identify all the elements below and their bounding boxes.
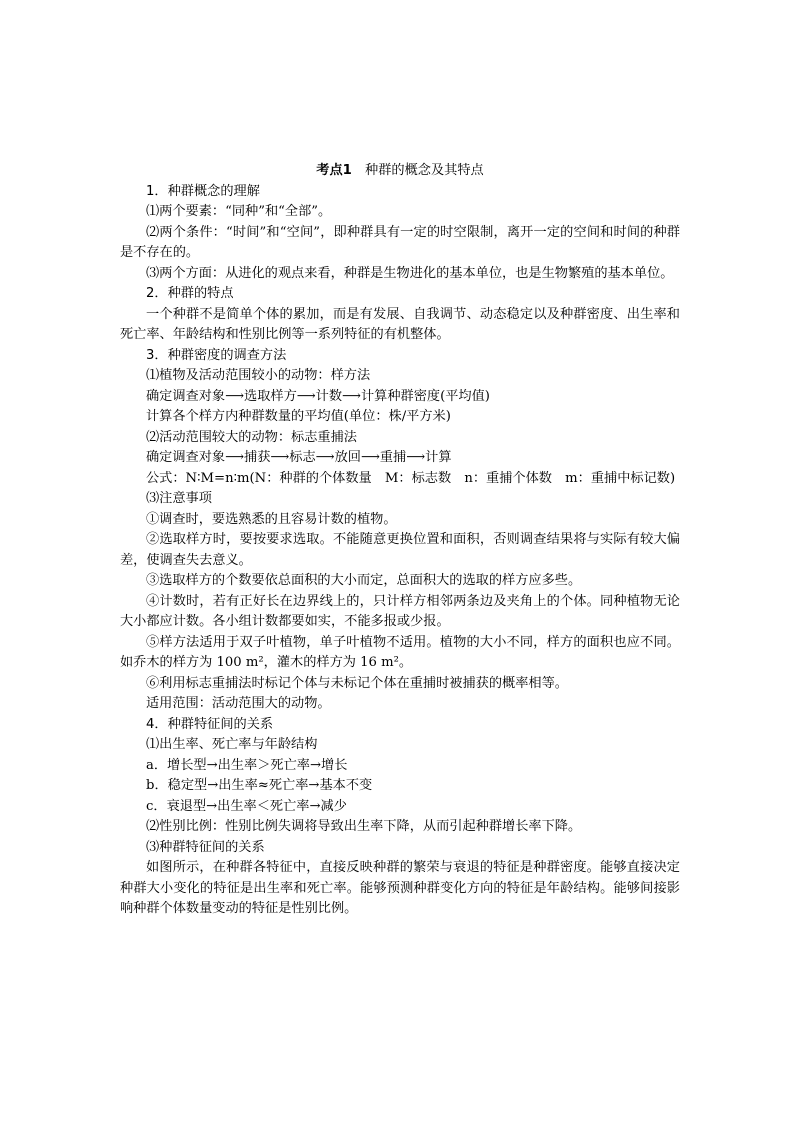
document-page <box>120 161 680 920</box>
paragraph: ⑵两个条件：“时间”和“空间”，即种群具有一定的时空限制，离开一定的空间和时间的种群是不存在的。 <box>120 224 680 260</box>
paragraph: ⑵性别比例：性别比例失调将导致出生率下降，从而引起种群增长率下降。 <box>146 819 582 834</box>
note-item: ②选取样方时，要按要求选取。不能随意更换位置和面积，否则调查结果将与实际有较大偏差，使调查失去意义。 <box>120 532 680 568</box>
section-2-heading: 2．种群的特点 <box>146 286 234 301</box>
note-item: ③选取样方的个数要依总面积的大小而定，总面积大的选取的样方应多些。 <box>146 573 582 588</box>
section-4-heading: 4．种群特征间的关系 <box>146 716 274 732</box>
list-item: b．稳定型→出生率≈死亡率→基本不变 <box>146 778 373 793</box>
paragraph: 一个种群不是简单个体的累加，而是有发展、自我调节、动态稳定以及种群密度、出生率和死亡率、年龄结构和性别比例等一系列特征的有机整体。 <box>120 306 680 342</box>
list-item: a．增长型→出生率＞死亡率→增长 <box>146 757 348 773</box>
page-title <box>120 161 680 182</box>
note-item: ④计数时，若有正好长在边界线上的，只计样方相邻两条边及夹角上的个体。同种植物无论大小都应计数。各小组计数都要如实，不能多报或少报。 <box>120 593 680 629</box>
paragraph: ⑶两个方面：从进化的观点来看，种群是生物进化的基本单位，也是生物繁殖的基本单位。 <box>146 265 674 281</box>
paragraph: ⑵活动范围较大的动物：标志重捕法 <box>146 429 357 445</box>
flow-line: 确定调查对象⟶捕获⟶标志⟶放回⟶重捕⟶计算 <box>146 450 452 465</box>
note-item: ⑥利用标志重捕法时标记个体与未标记个体在重捕时被捕获的概率相等。 <box>146 675 568 691</box>
note-item: ⑤样方法适用于双子叶植物，单子叶植物不适用。植物的大小不同，样方的面积也应不同。如乔木的样方为 100 m²，灌木的样方为 16 m²。 <box>120 634 680 670</box>
paragraph: ⑴植物及活动范围较小的动物：样方法 <box>146 368 371 383</box>
paragraph: ⑴出生率、死亡率与年龄结构 <box>146 737 318 752</box>
section-1-heading: 1．种群概念的理解 <box>146 183 260 199</box>
title-text: 种群的概念及其特点 <box>365 163 484 178</box>
title-prefix: 考点1 <box>316 163 352 178</box>
paragraph: 适用范围：活动范围大的动物。 <box>146 696 331 711</box>
paragraph: 计算各个样方内种群数量的平均值(单位：株/平方米) <box>146 409 451 424</box>
formula-line: 公式：N∶M=n∶m(N：种群的个体数量 M：标志数 n：重捕个体数 m：重捕中标记数) <box>146 470 676 486</box>
list-item: c．衰退型→出生率＜死亡率→减少 <box>146 798 347 814</box>
section-3-heading: 3．种群密度的调查方法 <box>146 347 287 363</box>
paragraph: ⑴两个要素：“同种”和“全部”。 <box>146 204 332 219</box>
flow-line: 确定调查对象⟶选取样方⟶计数⟶计算种群密度(平均值) <box>146 388 490 404</box>
paragraph: 如图所示，在种群各特征中，直接反映种群的繁荣与衰退的特征是种群密度。能够直接决定种群大小变化的特征是出生率和死亡率。能够预测种群变化方向的特征是年龄结构。能够间接影响种群个体数量变动的特征是性别比例。 <box>120 860 680 916</box>
paragraph: ⑶注意事项 <box>146 491 212 506</box>
paragraph: ⑶种群特征间的关系 <box>146 839 265 855</box>
note-item: ①调查时，要选熟悉的且容易计数的植物。 <box>146 511 397 527</box>
